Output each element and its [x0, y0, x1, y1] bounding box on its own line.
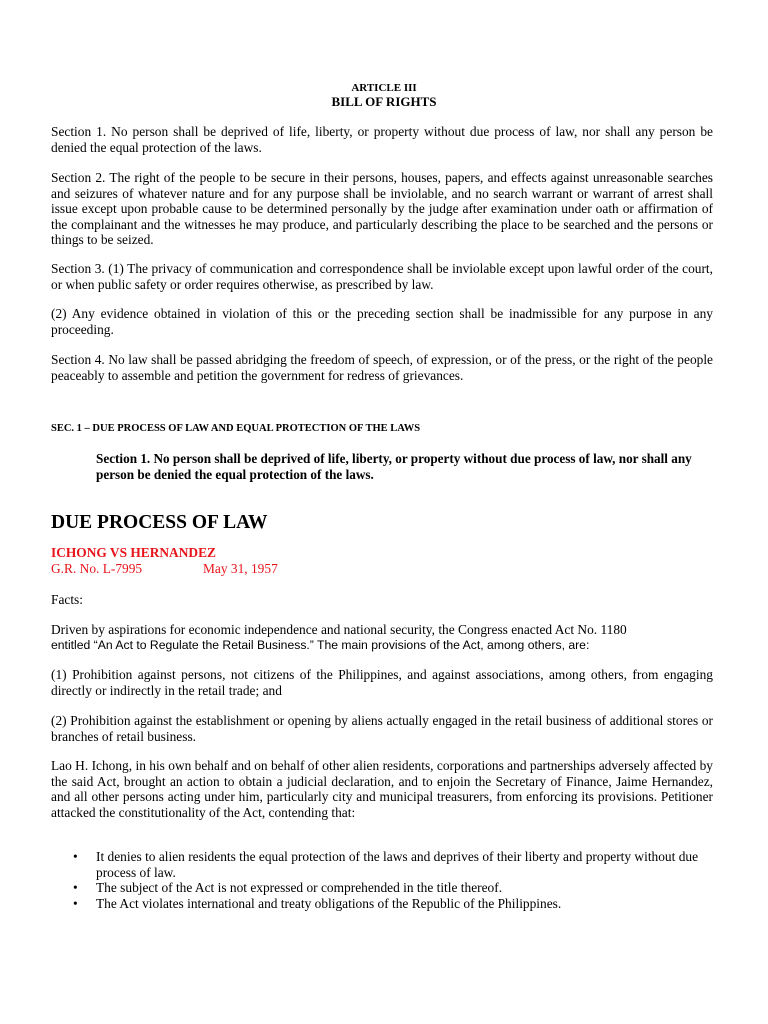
case-date: May 31, 1957 — [203, 561, 278, 576]
section-3-2-text: (2) Any evidence obtained in violation of this or the preceding section shall be inadmissible for any purpose in any proceeding. — [51, 306, 713, 337]
list-item — [51, 896, 713, 912]
contentions-list — [51, 849, 713, 911]
list-item — [51, 849, 713, 880]
contention-text: The subject of the Act is not expressed or comprehended in the title thereof. — [96, 880, 503, 895]
petition-paragraph: Lao H. Ichong, in his own behalf and on behalf of other alien residents, corporations and partnerships adversely affected by the said Act, brought an action to obtain a judicial declaration, and to enjoin the Secretary of Finance, Jaime Hernandez, and all other persons acting under him, particularly city and municipal treasurers, from enforcing its provisions. Petitioner attacked the constitutionality of the Act, contending that: — [51, 758, 713, 820]
case-gr-number: G.R. No. L-7995 — [51, 561, 143, 576]
facts-label: Facts: — [51, 592, 83, 607]
section-1-quote: Section 1. No person shall be deprived of life, liberty, or property without due process of law, nor shall any person be denied the equal protection of the laws. — [96, 451, 692, 482]
section-1-text: Section 1. No person shall be deprived of life, liberty, or property without due process of law, nor shall any person be denied the equal protection of the laws. — [51, 124, 713, 155]
section-2-text: Section 2. The right of the people to be secure in their persons, houses, papers, and effects against unreasonable searches and seizures of whatever nature and for any purpose shall be inviolable, and no search warrant or warrant of arrest shall issue except upon probable cause to be determined personally by the judge after examination under oath or affirmation of the complainant and the witnesses he may produce, and particularly describing the place to be searched and the persons or things to be seized. — [51, 170, 713, 247]
prohibition-1: (1) Prohibition against persons, not citizens of the Philippines, and against associations, among others, from engaging directly or indirectly in the retail trade; and — [51, 667, 713, 698]
facts-line-2: entitled “An Act to Regulate the Retail Business.” The main provisions of the Act, among others, are: — [51, 637, 590, 652]
bullet-icon: • — [73, 895, 78, 911]
bullet-icon: • — [73, 880, 78, 895]
contention-text: It denies to alien residents the equal protection of the laws and deprives of their liberty and property without due process of law. — [96, 849, 699, 880]
sec-1-heading: SEC. 1 – DUE PROCESS OF LAW AND EQUAL PROTECTION OF THE LAWS — [51, 423, 421, 434]
facts-paragraph — [51, 622, 713, 653]
prohibition-2: (2) Prohibition against the establishment or opening by aliens actually engaged in the retail business of additional stores or branches of retail business. — [51, 713, 713, 744]
contention-text: The Act violates international and treaty obligations of the Republic of the Philippines. — [96, 895, 562, 911]
case-title: ICHONG VS HERNANDEZ — [51, 545, 216, 560]
facts-line-1: Driven by aspirations for economic independence and national security, the Congress enacted Act No. 1180 — [51, 622, 627, 637]
list-item — [51, 880, 713, 896]
article-number: ARTICLE III — [351, 82, 417, 94]
due-process-heading: DUE PROCESS OF LAW — [51, 512, 268, 533]
section-3-text: Section 3. (1) The privacy of communication and correspondence shall be inviolable except upon lawful order of the court, or when public safety or order requires otherwise, as prescribed by law. — [51, 261, 713, 292]
article-title: BILL OF RIGHTS — [331, 94, 437, 109]
bullet-icon: • — [73, 849, 78, 864]
section-4-text: Section 4. No law shall be passed abridging the freedom of speech, of expression, or of the press, or the right of the people peaceably to assemble and petition the government for redress of grievances. — [51, 352, 713, 383]
